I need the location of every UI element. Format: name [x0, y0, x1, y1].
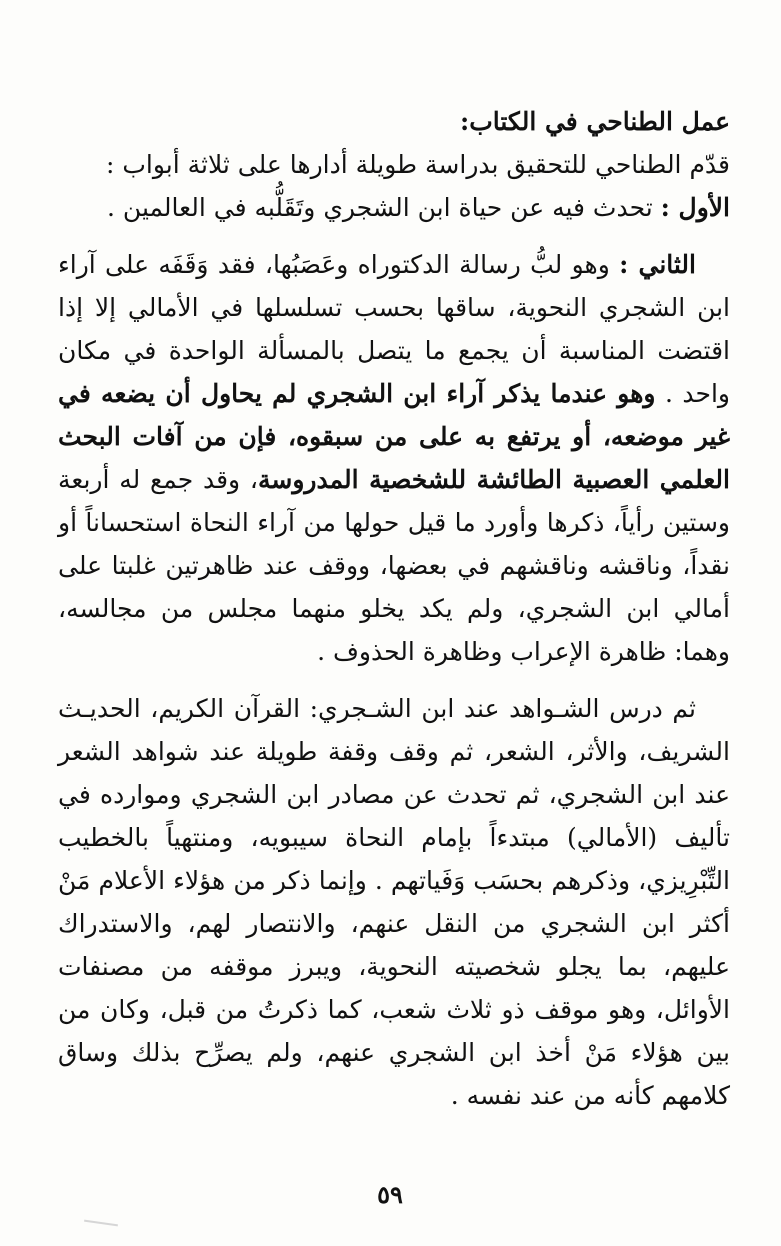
- first-text: تحدث فيه عن حياة ابن الشجري وتَقَلُّبه في العالمين .: [107, 193, 661, 222]
- scan-mark: [84, 1220, 118, 1227]
- second-section-paragraph: [58, 243, 730, 673]
- intro-line: قدّم الطناحي للتحقيق بدراسة طويلة أدارها على ثلاثة أبواب :: [106, 150, 730, 179]
- page-body: [58, 100, 730, 1117]
- second-bold-run: وهو عندما يذكر آراء ابن الشجري لم يحاول أن يضعه في غير موضعه، أو يرتفع به على من سبقوه، فإن من آفات البحث العلمي العصبية الطائشة للشخصية المدروسة: [58, 379, 730, 494]
- page-number: ٥٩: [377, 1180, 403, 1209]
- third-paragraph: ثم درس الشـواهد عند ابن الشـجري: القرآن الكريم، الحديـث الشريف، والأثر، الشعر، ثم وقف وقفة طويلة عند شواهد الشعر عند ابن الشجري، ثم تحدث عن مصادر ابن الشجري وموارده في تأليف (الأمالي) مبتدءاً بإمام النحاة سيبويه، ومنتهياً بالخطيب التِّبْرِيزي، وذكرهم بحسَب وَفَياتهم . وإنما ذكر من هؤلاء الأعلام مَنْ أكثر ابن الشجري من النقل عنهم، والانتصار لهم، والاستدراك عليهم، بما يجلو شخصيته النحوية، ويبرز موقفه من مصنفات الأوائل، وهو موقف ذو ثلاث شعب، كما ذكرتُ من قبل، وكان من بين هؤلاء مَنْ أخذ ابن الشجري عنهم، ولم يصرِّح بذلك وساق كلامهم كأنه من عند نفسه .: [58, 694, 730, 1110]
- second-text-a: وهو لبُّ رسالة الدكتوراه وعَصَبُها، فقد وَقَفَه على آراء ابن الشجري النحوية، ساقها بحسب تسلسلها في الأمالي إلا إذا اقتضت المناسبة أن يجمع ما يتصل بالمسألة الواحدة في مكان واحد .: [58, 250, 730, 408]
- first-section-line: [58, 186, 730, 229]
- second-text-b: ، وقد جمع له أربعة وستين رأياً، ذكرها وأورد ما قيل حولها من آراء النحاة استحساناً أو نقداً، وناقشه وناقشهم في بعضها، ووقف عند ظاهرتين غلبتا على أمالي ابن الشجري، ولم يكد يخلو منهما مجلس من مجالسه، وهما: ظاهرة الإعراب وظاهرة الحذوف .: [58, 465, 730, 666]
- first-label: الأول :: [660, 193, 730, 222]
- section-heading: عمل الطناحي في الكتاب:: [459, 107, 730, 136]
- second-label: الثاني :: [619, 250, 696, 279]
